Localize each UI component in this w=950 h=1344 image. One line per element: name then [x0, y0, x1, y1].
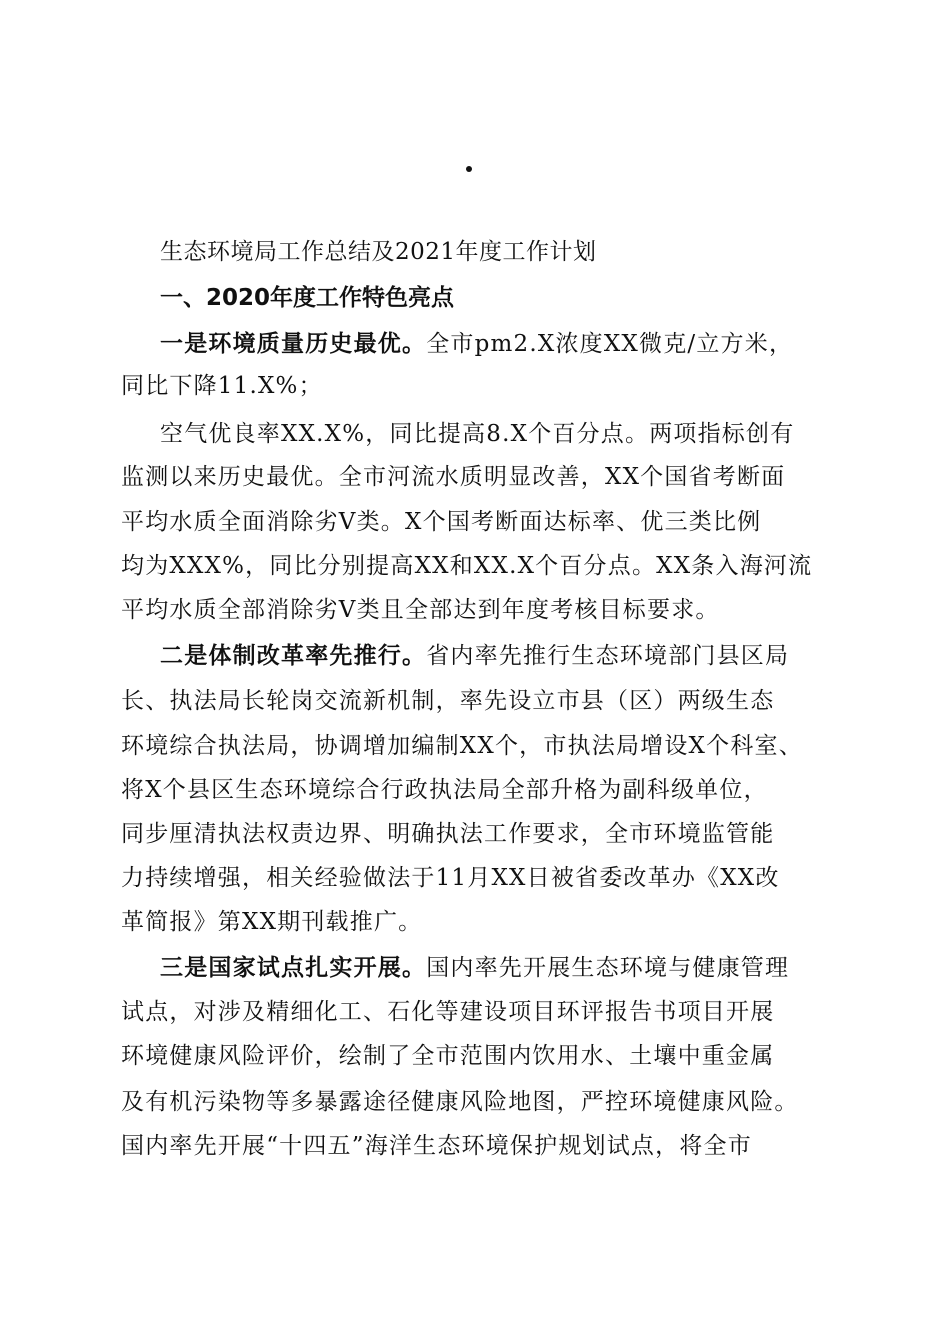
paragraph-line: 及有机污染物等多暴露途径健康风险地图，严控环境健康风险。	[121, 1089, 799, 1115]
paragraph-2-first-rest: 空气优良率XX.X%，同比提高8.X个百分点。两项指标创有	[160, 421, 795, 447]
paragraph-line: 环境综合执法局，协调增加编制XX个，市执法局增设X个科室、	[121, 733, 803, 759]
section-heading: 一、2020年度工作特色亮点	[160, 285, 455, 311]
paragraph-1-first-rest: 全市pm2.X浓度XX微克/立方米，	[426, 331, 794, 357]
paragraph-4-first-rest: 国内率先开展生态环境与健康管理	[426, 955, 790, 981]
paragraph-4-lead: 三是国家试点扎实开展。	[160, 954, 427, 981]
paragraph-line: 同步厘清执法权责边界、明确执法工作要求，全市环境监管能	[121, 821, 775, 847]
header-dot	[466, 166, 472, 172]
paragraph-line: 均为XXX%，同比分别提高XX和XX.X个百分点。XX条入海河流	[121, 553, 813, 579]
paragraph-line: 平均水质全部消除劣Ⅴ类且全部达到年度考核目标要求。	[121, 597, 720, 623]
paragraph-line: 长、执法局长轮岗交流新机制，率先设立市县（区）两级生态	[121, 688, 775, 714]
paragraph-line: 监测以来历史最优。全市河流水质明显改善，XX个国省考断面	[121, 464, 786, 490]
paragraph-2-first-line	[160, 418, 794, 450]
paragraph-line: 平均水质全面消除劣Ⅴ类。X个国考断面达标率、优三类比例	[121, 509, 762, 535]
paragraph-3-first-line	[160, 640, 789, 672]
paragraph-line: 试点，对涉及精细化工、石化等建设项目环评报告书项目开展	[121, 999, 775, 1025]
paragraph-line: 力持续增强，相关经验做法于11月XX日被省委改革办《XX改	[121, 865, 780, 891]
paragraph-line: 环境健康风险评价，绘制了全市范围内饮用水、土壤中重金属	[121, 1043, 775, 1069]
paragraph-1-lead: 一是环境质量历史最优。	[160, 330, 427, 357]
paragraph-line: 革简报》第XX期刊载推广。	[121, 909, 423, 935]
paragraph-4-first-line	[160, 952, 789, 984]
paragraph-3-lead: 二是体制改革率先推行。	[160, 642, 427, 669]
document-title: 生态环境局工作总结及2021年度工作计划	[160, 239, 597, 265]
paragraph-3-first-rest: 省内率先推行生态环境部门县区局	[426, 643, 790, 669]
paragraph-1-first-line	[160, 328, 793, 360]
paragraph-line: 国内率先开展“十四五”海洋生态环境保护规划试点，将全市	[121, 1133, 752, 1159]
paragraph-line: 将X个县区生态环境综合行政执法局全部升格为副科级单位，	[121, 777, 768, 803]
paragraph-line: 同比下降11.X%；	[121, 373, 323, 399]
